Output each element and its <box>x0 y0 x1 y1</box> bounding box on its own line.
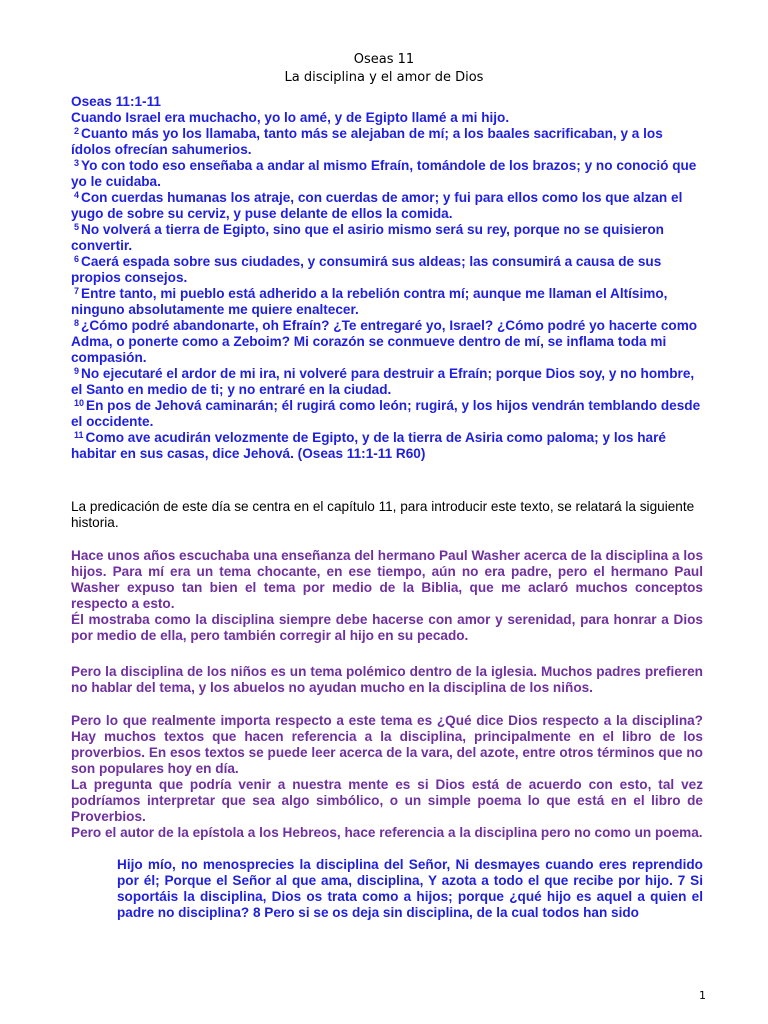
verse-text: Cuando Israel era muchacho, yo lo amé, y de Egipto llamé a mi hijo. <box>71 110 510 125</box>
verse-number: 5 <box>74 222 80 232</box>
verse-number: 9 <box>74 366 80 376</box>
sermon-paragraph-3c: Pero el autor de la epístola a los Hebreos, hace referencia a la disciplina pero no como un poema. <box>71 825 703 840</box>
verse-text: No ejecutaré el ardor de mi ira, ni volveré para destruir a Efraín; porque Dios soy, y no hombre, el Santo en medio de ti; y no entraré en la ciudad. <box>71 366 695 397</box>
scripture-passage <box>71 94 703 462</box>
sermon-paragraph-1b: Él mostraba como la disciplina siempre debe hacerse con amor y serenidad, para honrar a Dios por medio de ella, pero también corregir al hijo en su pecado. <box>71 612 703 643</box>
document-subtitle: La disciplina y el amor de Dios <box>284 70 484 85</box>
sermon-paragraph-3b: La pregunta que podría venir a nuestra mente es si Dios está de acuerdo con esto, tal vez podríamos interpretar que sea algo simbólico, o un simple poema lo que está en el libro de Proverbios. <box>71 777 703 824</box>
verse-10 <box>71 398 703 430</box>
verse-number: 10 <box>74 398 85 408</box>
scripture-reference: Oseas 11:1-11 <box>71 94 161 109</box>
verse-number: 2 <box>74 126 80 136</box>
page-number: 1 <box>699 989 706 1002</box>
verse-number: 6 <box>74 254 80 264</box>
sermon-paragraph-2: Pero la disciplina de los niños es un tema polémico dentro de la iglesia. Muchos padres prefieren no hablar del tema, y los abuelos no ayudan mucho en la disciplina de los niños. <box>71 664 703 695</box>
sermon-paragraph-1: Hace unos años escuchaba una enseñanza del hermano Paul Washer acerca de la disciplina a los hijos. Para mí era un tema chocante, en ese tiempo, aún no era padre, pero el hermano Paul Washer expuso tan bien el tema por medio de la Biblia, que me aclaró muchos conceptos respecto a esto. <box>71 548 703 611</box>
verse-number: 4 <box>74 190 80 200</box>
verse-3 <box>71 158 703 190</box>
verse-text: Cuanto más yo los llamaba, tanto más se alejaban de mí; a los baales sacrificaban, y a los ídolos ofrecían sahumerios. <box>71 126 663 157</box>
verse-2 <box>71 126 703 158</box>
verse-9 <box>71 366 703 398</box>
verse-8 <box>71 318 703 366</box>
verse-text: ¿Cómo podré abandonarte, oh Efraín? ¿Te entregaré yo, Israel? ¿Cómo podré yo hacerte como Adma, o ponerte como a Zeboim? Mi corazón se conmueve dentro de mí, se inflama toda mi compasión. <box>71 318 698 365</box>
verse-number: 7 <box>74 286 80 296</box>
hebrews-quote: Hijo mío, no menosprecies la disciplina del Señor, Ni desmayes cuando eres reprendido por él; Porque el Señor al que ama, disciplina, Y azota a todo el que recibe por hijo. 7 Si soportáis la disciplina, Dios os trata como a hijos; porque ¿qué hijo es aquel a quien el padre no disciplina? 8 Pero si se os deja sin disciplina, de la cual todos han sido <box>117 857 703 920</box>
verse-number: 11 <box>74 430 84 440</box>
verse-1 <box>71 110 703 126</box>
verse-text: Como ave acudirán velozmente de Egipto, y de la tierra de Asiria como paloma; y los haré habitar en sus casas, dice Jehová. (Oseas 11:1-11 R60) <box>71 430 666 461</box>
verse-number: 3 <box>74 158 80 168</box>
verse-text: Yo con todo eso enseñaba a andar al mismo Efraín, tomándole de los brazos; y no conoció que yo le cuidaba. <box>71 158 697 189</box>
intro-paragraph: La predicación de este día se centra en el capítulo 11, para introducir este texto, se relatará la siguiente historia. <box>71 499 695 530</box>
verse-number: 8 <box>74 318 80 328</box>
verse-text: No volverá a tierra de Egipto, sino que el asirio mismo será su rey, porque no se quisieron convertir. <box>71 222 664 253</box>
verse-text: Caerá espada sobre sus ciudades, y consumirá sus aldeas; las consumirá a causa de sus propios consejos. <box>71 254 662 285</box>
sermon-paragraph-3: Pero lo que realmente importa respecto a este tema es ¿Qué dice Dios respecto a la disciplina? Hay muchos textos que hacen referencia a la disciplina, principalmente en el libro de los proverbios. En esos textos se puede leer acerca de la vara, del azote, entre otros términos que no son populares hoy en día. <box>71 713 703 776</box>
verse-11 <box>71 430 703 462</box>
verse-text: Con cuerdas humanas los atraje, con cuerdas de amor; y fui para ellos como los que alzan el yugo de sobre su cerviz, y puse delante de ellos la comida. <box>71 190 683 221</box>
verse-4 <box>71 190 703 222</box>
verse-text: Entre tanto, mi pueblo está adherido a la rebelión contra mí; aunque me llaman el Altísimo, ninguno absolutamente me quiere enaltecer. <box>71 286 668 317</box>
verse-text: En pos de Jehová caminarán; él rugirá como león; rugirá, y los hijos vendrán temblando desde el occidente. <box>71 398 701 429</box>
verse-5 <box>71 222 703 254</box>
verse-7 <box>71 286 703 318</box>
document-title: Oseas 11 <box>353 52 415 67</box>
verse-6 <box>71 254 703 286</box>
